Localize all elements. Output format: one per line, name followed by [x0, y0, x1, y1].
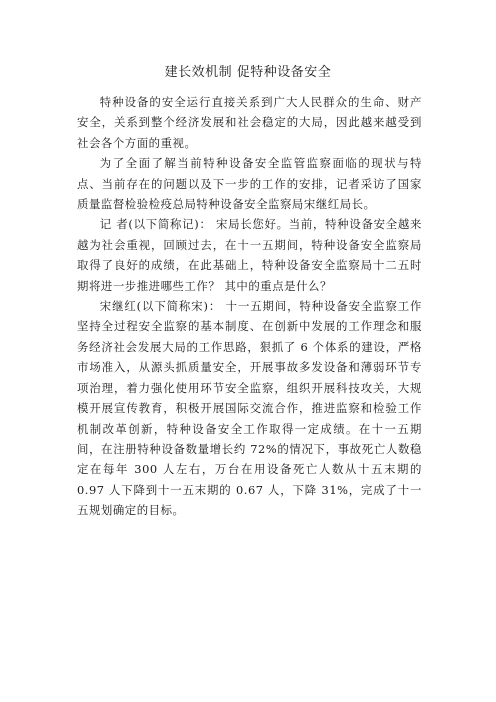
paragraph-purpose: 为了全面了解当前特种设备安全监管监察面临的现状与特点、当前存在的问题以及下一步的工作的安排，记者采访了国家质量监督检验检疫总局特种设备安全监察局宋继红局长。 — [77, 156, 422, 212]
article-title: 建长效机制 促特种设备安全 — [164, 65, 332, 80]
paragraph-question: 记 者(以下简称记)： 宋局长您好。当前，特种设备安全越来越为社会重视，回顾过去，在十一五期间，特种设备安全监察局取得了良好的成绩，在此基础上，特种设备安全监察局十二五时期将进一步推进哪些工作？ 其中的重点是什么？ — [77, 217, 422, 293]
article-body — [77, 92, 422, 521]
paragraph-intro: 特种设备的安全运行直接关系到广大人民群众的生命、财产安全，关系到整个经济发展和社会稳定的大局，因此越来越受到社会各个方面的重视。 — [77, 95, 422, 150]
paragraph-answer: 宋继红(以下简称宋)： 十一五期间，特种设备安全监察工作坚持全过程安全监察的基本制度、在创新中发展的工作理念和服务经济社会发展大局的工作思路，狠抓了 6 个体系的建设，严格市场准入，从源头抓质量安全，开展事故多发设备和薄弱环节专项治理，着力强化使用环节安全监察，组织开展科技攻关，大规模开展宣传教育，积极开展国际交流合作，推进监察和检验工作机制改革创新，特种设备安全工作取得一定成绩。在十一五期间，在注册特种设备数量增长约 72%的情况下，事故死亡人数稳定在每年 300 人左右，万台在用设备死亡人数从十五末期的 0.97 人下降到十一五末期的 0.67 人，下降 31%，完成了十一五规划确定的目标。 — [77, 299, 422, 518]
